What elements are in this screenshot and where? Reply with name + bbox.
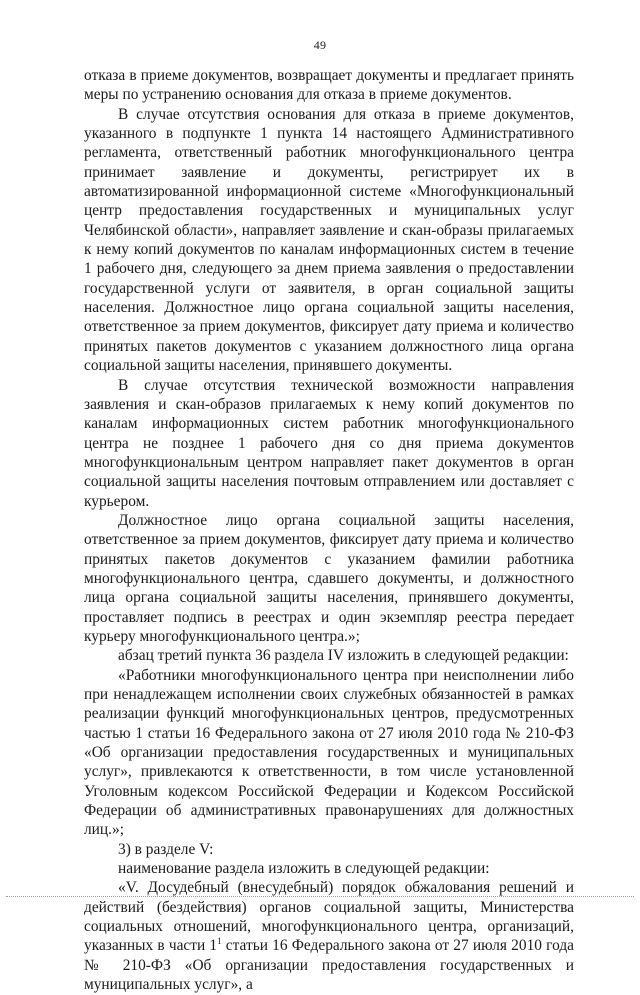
paragraph-no-technical-capability: В случае отсутствия технической возможности направления заявления и скан-образов прилагаемых к нему копий документов по каналам информационных систем работник многофункционального центра не позднее 1 рабочего дня со дня приема документов многофункциональным центром направляет пакет документов в орган социальной защиты населения почтовым отправлением или доставляет с курьером.	[84, 376, 574, 510]
paragraph-section-title-instruction: наименование раздела изложить в следующей редакции:	[118, 860, 490, 878]
paragraph-mfc-liability: «Работники многофункционального центра при неисполнении либо при ненадлежащем исполнении своих служебных обязанностей в рамках реализации функций многофункциональных центров, предусмотренных частью 1 статьи 16 Федерального закона от 27 июля 2010 года № 210-ФЗ «Об организации предоставления государственных и муниципальных услуг», привлекаются к ответственности, в том числе установленной Уголовным кодексом Российской Федерации и Кодексом Российской Федерации об административных правонарушениях для должностных лиц.»;	[84, 666, 574, 839]
bottom-scan-rule	[6, 896, 634, 897]
paragraph-official-registers-date: Должностное лицо органа социальной защиты населения, ответственное за прием документов, фиксирует дату приема и количество принятых пакетов документов с указанием фамилии работника многофункционального центра, сдавшего документы, и должностного лица органа социальной защиты населения, принявшего документы, проставляет подпись в реестрах и один экземпляр реестра передает курьеру многофункционального центра.»;	[84, 511, 574, 645]
paragraph-no-refusal-grounds: В случае отсутствия основания для отказа в приеме документов, указанного в подпункте 1 пункта 14 настоящего Административного регламента, ответственный работник многофункционального центра принимает заявление и документы, регистрирует их в автоматизированной информационной системе «Многофункциональный центр предоставления государственных и муниципальных услуг Челябинской области», направляет заявление и скан-образы прилагаемых к нему копий документов по каналам информационных систем в течение 1 рабочего дня, следующего за днем приема заявления о предоставлении государственной услуги от заявителя, в орган социальной защиты населения. Должностное лицо органа социальной защиты населения, ответственное за прием документов, фиксирует дату приема и количество принятых пакетов документов с указанием должностного лица органа социальной защиты населения, принявшего документы.	[84, 105, 574, 375]
section-v-title-part1: «V. Досудебный (внесудебный) порядок обжалования решений и действий (бездействия) органов социальной защиты, Министерства социальных отношений, многофункционального центра, организаций, указанных в части 1	[84, 879, 574, 955]
section-v-title-part2: статьи 16 Федерального закона от 27 июля 2010 года № 210-ФЗ «Об организации предоставления государственных и муниципальных услуг», а	[84, 937, 574, 994]
paragraph-amend-clause-36: абзац третий пункта 36 раздела IV изложить в следующей редакции:	[118, 647, 569, 665]
footnote-superscript: 1	[217, 936, 222, 947]
page-number: 49	[313, 38, 327, 52]
paragraph-refusal-continuation: отказа в приеме документов, возвращает документы и предлагает принять меры по устранению основания для отказа в приеме документов.	[84, 67, 574, 104]
document-body	[84, 66, 574, 995]
paragraph-section-v-heading: 3) в разделе V:	[118, 840, 214, 858]
